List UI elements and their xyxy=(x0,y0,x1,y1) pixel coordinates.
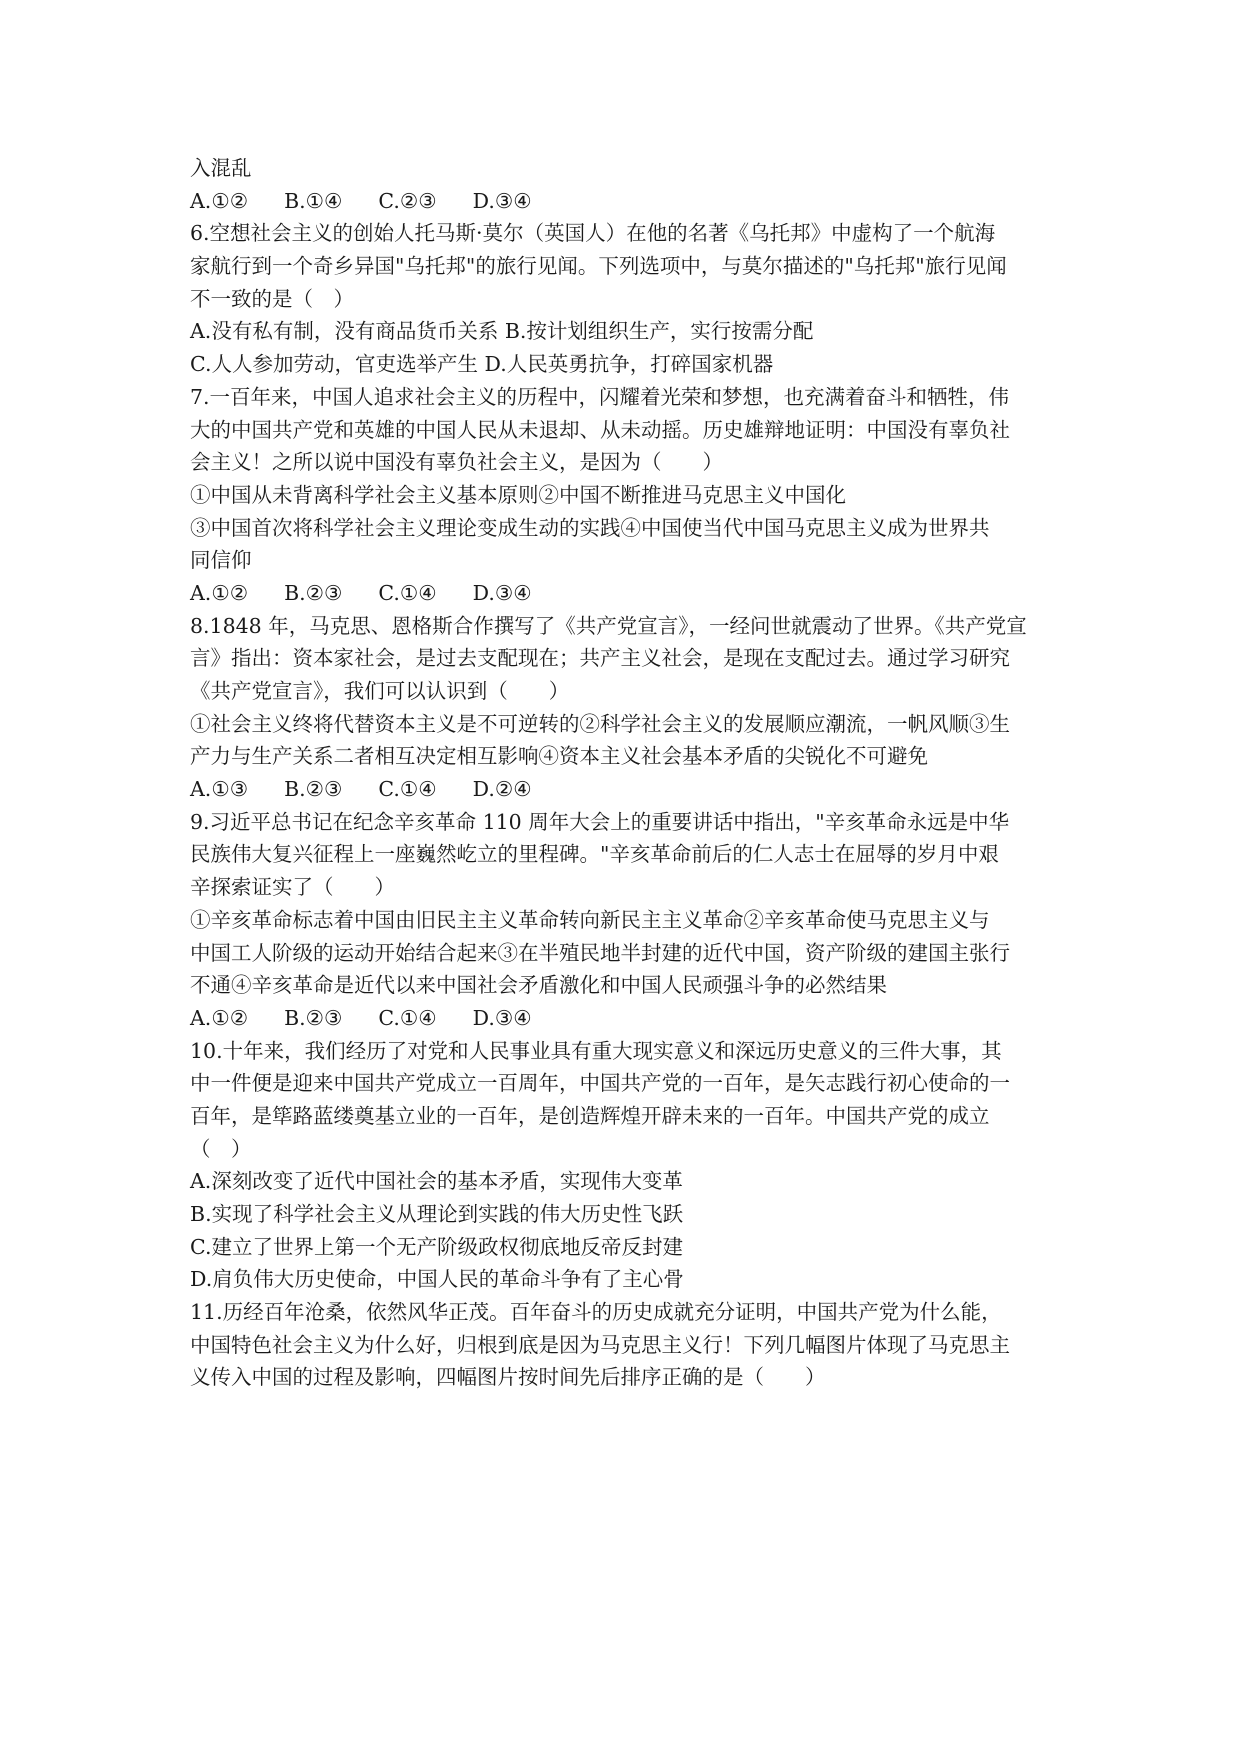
answer-option: B.②③ xyxy=(284,777,343,802)
text-line: 11.历经百年沧桑，依然风华正茂。百年奋斗的历史成就充分证明，中国共产党为什么能， xyxy=(190,1300,1002,1325)
text-line: 会主义！之所以说中国没有辜负社会主义，是因为（ ） xyxy=(190,450,723,475)
answer-option: A.①② xyxy=(190,580,249,605)
answer-option: C.①④ xyxy=(378,777,437,802)
text-line: ①社会主义终将代替资本主义是不可逆转的②科学社会主义的发展顺应潮流，一帆风顺③生 xyxy=(190,711,1010,736)
text-line: 辛探索证实了（ ） xyxy=(190,875,395,900)
text-line: 民族伟大复兴征程上一座巍然屹立的里程碑。"辛亥革命前后的仁人志士在屈辱的岁月中艰 xyxy=(190,842,999,867)
answer-option: D.③④ xyxy=(472,1005,532,1030)
answer-option: A.①③ xyxy=(190,777,249,802)
answer-option: C.①④ xyxy=(378,1005,437,1030)
answer-options-row xyxy=(190,185,1060,218)
text-line: 7.一百年来，中国人追求社会主义的历程中，闪耀着光荣和梦想，也充满着奋斗和牺牲，伟 xyxy=(190,384,1010,409)
answer-option: B.①④ xyxy=(284,188,343,213)
text-line: 同信仰 xyxy=(190,548,252,573)
text-line: 义传入中国的过程及影响，四幅图片按时间先后排序正确的是（ ） xyxy=(190,1365,826,1390)
text-line: 中一件便是迎来中国共产党成立一百周年，中国共产党的一百年，是矢志践行初心使命的一 xyxy=(190,1071,1010,1096)
text-line: A.深刻改变了近代中国社会的基本矛盾，实现伟大变革 xyxy=(190,1169,683,1194)
answer-option: B.②③ xyxy=(284,580,343,605)
answer-option: A.①② xyxy=(190,1005,249,1030)
question-text-block xyxy=(190,152,1060,1394)
answer-options-row xyxy=(190,773,1060,806)
text-line: ①中国从未背离科学社会主义基本原则②中国不断推进马克思主义中国化 xyxy=(190,482,846,507)
text-line: B.实现了科学社会主义从理论到实践的伟大历史性飞跃 xyxy=(190,1202,684,1226)
text-line: 9.习近平总书记在纪念辛亥革命 110 周年大会上的重要讲话中指出，"辛亥革命永远是中华 xyxy=(190,809,1010,834)
text-line: 不通④辛亥革命是近代以来中国社会矛盾激化和中国人民顽强斗争的必然结果 xyxy=(190,973,887,998)
answer-option: B.②③ xyxy=(284,1005,343,1030)
text-line: 8.1848 年，马克思、恩格斯合作撰写了《共产党宣言》，一经问世就震动了世界。《共产党宣 xyxy=(190,613,1027,638)
text-line: 不一致的是（ ） xyxy=(190,286,354,311)
answer-options-row xyxy=(190,577,1060,610)
text-line: C.人人参加劳动，官吏选举产生 D.人民英勇抗争，打碎国家机器 xyxy=(190,352,774,377)
answer-option: C.②③ xyxy=(378,188,437,213)
text-line: 6.空想社会主义的创始人托马斯·莫尔（英国人）在他的名著《乌托邦》中虚构了一个航海 xyxy=(190,221,996,246)
text-line: A.没有私有制，没有商品货币关系 B.按计划组织生产，实行按需分配 xyxy=(190,319,814,344)
text-line: ①辛亥革命标志着中国由旧民主主义革命转向新民主主义革命②辛亥革命使马克思主义与 xyxy=(190,907,990,932)
answer-option: D.③④ xyxy=(472,188,532,213)
text-line: 《共产党宣言》，我们可以认识到（ ） xyxy=(190,679,570,703)
text-line: 10.十年来，我们经历了对党和人民事业具有重大现实意义和深远历史意义的三件大事，其 xyxy=(190,1038,1002,1063)
text-line: 言》指出：资本家社会，是过去支配现在；共产主义社会，是现在支配过去。通过学习研究 xyxy=(190,646,1010,671)
text-line: 大的中国共产党和英雄的中国人民从未退却、从未动摇。历史雄辩地证明：中国没有辜负社 xyxy=(190,417,1010,442)
text-line: C.建立了世界上第一个无产阶级政权彻底地反帝反封建 xyxy=(190,1234,683,1259)
answer-options-row xyxy=(190,1002,1060,1035)
text-line: （ ） xyxy=(190,1136,252,1161)
text-line: 家航行到一个奇乡异国"乌托邦"的旅行见闻。下列选项中，与莫尔描述的"乌托邦"旅行见闻 xyxy=(190,254,1007,279)
answer-option: D.③④ xyxy=(472,580,532,605)
answer-option: C.①④ xyxy=(378,580,437,605)
text-line: 百年，是筚路蓝缕奠基立业的一百年，是创造辉煌开辟未来的一百年。中国共产党的成立 xyxy=(190,1103,990,1128)
text-line: ③中国首次将科学社会主义理论变成生动的实践④中国使当代中国马克思主义成为世界共 xyxy=(190,515,990,540)
text-line: 产力与生产关系二者相互决定相互影响④资本主义社会基本矛盾的尖锐化不可避免 xyxy=(190,744,928,769)
text-line: 入混乱 xyxy=(190,156,252,180)
text-line: 中国工人阶级的运动开始结合起来③在半殖民地半封建的近代中国，资产阶级的建国主张行 xyxy=(190,940,1010,965)
answer-option: D.②④ xyxy=(472,777,532,802)
text-line: D.肩负伟大历史使命，中国人民的革命斗争有了主心骨 xyxy=(190,1267,684,1292)
text-line: 中国特色社会主义为什么好，归根到底是因为马克思主义行！下列几幅图片体现了马克思主 xyxy=(190,1332,1010,1357)
answer-option: A.①② xyxy=(190,188,249,213)
